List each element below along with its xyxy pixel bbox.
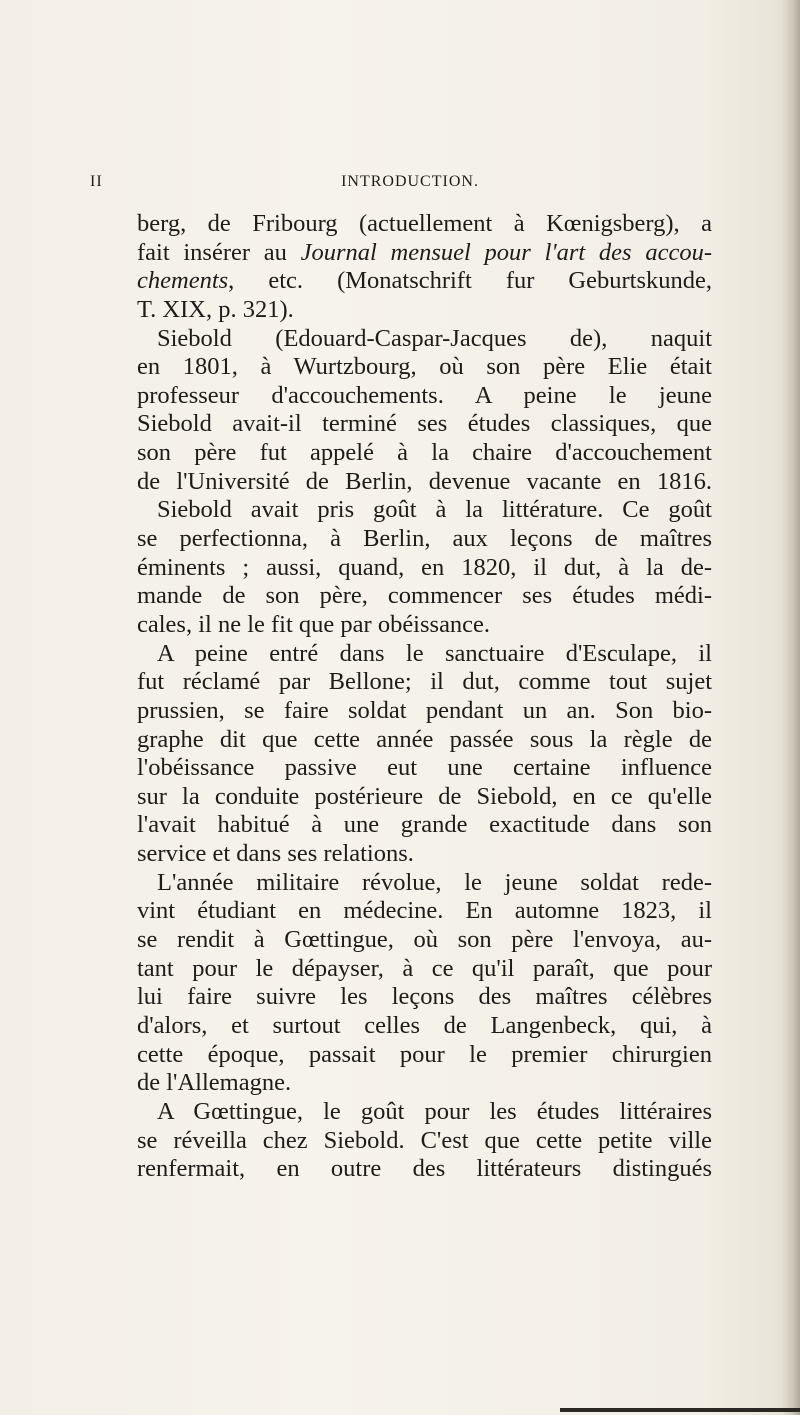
text-line [137,897,712,926]
text-line [137,210,712,239]
text-line [137,697,712,726]
text-line [137,926,712,955]
text-segment: A peine entré dans le sanctuaire d'Esculape, il [157,639,712,667]
text-line [137,267,712,296]
text-segment: graphe dit que cette année passée sous la règle de [137,725,712,753]
text-segment: service et dans ses relations. [137,840,414,868]
text-line [137,239,712,268]
text-line [137,668,712,697]
text-segment: cette époque, passait pour le premier chirurgien [137,1040,712,1068]
text-segment: Siebold avait pris goût à la littérature. Ce goût [157,496,712,524]
text-segment: berg, de Fribourg (actuellement à Kœnigsberg), a [137,210,712,237]
text-line [137,496,712,525]
body-text [137,210,712,1184]
text-line [137,1012,712,1041]
text-line [137,983,712,1012]
text-line [137,439,712,468]
text-segment: se rendit à Gœttingue, où son père l'envoya, au- [137,926,712,954]
text-segment: prussien, se faire soldat pendant un an. Son bio- [137,696,712,724]
text-line [137,554,712,583]
text-segment: l'obéissance passive eut une certaine influence [137,754,712,782]
text-line [137,955,712,984]
page-edge-shadow [782,0,800,1415]
text-segment: sur la conduite postérieure de Siebold, en ce qu'elle [137,782,712,810]
text-segment: vint étudiant en médecine. En automne 1823, il [137,897,712,925]
italic-title: chements [137,267,229,295]
text-segment: fait insérer au [137,238,301,266]
text-line [137,1098,712,1127]
text-line [137,1127,712,1156]
text-segment: A Gœttingue, le goût pour les études littéraires [157,1097,712,1125]
text-line [137,468,712,497]
text-line [137,582,712,611]
text-segment: d'alors, et surtout celles de Langenbeck, qui, à [137,1011,712,1039]
text-line [137,869,712,898]
running-title: INTRODUCTION. [341,173,479,190]
text-line [137,754,712,783]
text-line [137,1069,712,1098]
text-line [137,840,712,869]
text-segment: Siebold avait-il terminé ses études classiques, que [137,410,712,438]
text-segment: professeur d'accouchements. A peine le jeune [137,381,712,409]
text-segment: de l'Université de Berlin, devenue vacante en 1816. [137,467,712,495]
text-segment: tant pour le dépayser, à ce qu'il paraît, que pour [137,954,712,982]
text-line [137,640,712,669]
text-line [137,296,712,325]
text-line [137,1155,712,1184]
text-segment: se perfectionna, à Berlin, aux leçons de maîtres [137,525,712,553]
text-segment: se réveilla chez Siebold. C'est que cette petite ville [137,1126,712,1154]
text-line [137,382,712,411]
bottom-rule [560,1408,800,1412]
text-line [137,1041,712,1070]
text-line [137,611,712,640]
text-line [137,811,712,840]
text-line [137,726,712,755]
running-head [90,173,730,195]
text-line [137,353,712,382]
page-number: II [90,173,103,190]
text-segment: lui faire suivre les leçons des maîtres célèbres [137,983,712,1011]
italic-title: Journal mensuel pour l'art des accou- [300,238,712,266]
text-segment: mande de son père, commencer ses études médi- [137,582,712,610]
text-segment: éminents ; aussi, quand, en 1820, il dut, à la de- [137,553,712,581]
text-segment: son père fut appelé à la chaire d'accouchement [137,439,712,467]
text-line [137,525,712,554]
text-segment: cales, il ne le fit que par obéissance. [137,610,491,638]
text-segment: T. XIX, p. 321). [137,295,294,323]
text-line [137,325,712,354]
text-segment: L'année militaire révolue, le jeune soldat rede- [157,868,712,896]
text-segment: de l'Allemagne. [137,1069,292,1097]
text-line [137,783,712,812]
text-segment: en 1801, à Wurtzbourg, où son père Elie était [137,353,712,381]
text-segment: renfermait, en outre des littérateurs distingués [137,1155,712,1183]
text-segment: Siebold (Edouard-Caspar-Jacques de), naquit [157,324,712,352]
text-segment: l'avait habitué à une grande exactitude dans son [137,811,712,839]
text-line [137,410,712,439]
text-segment: fut réclamé par Bellone; il dut, comme tout sujet [137,668,712,696]
text-segment: , etc. (Monatschrift fur Geburtskunde, [228,267,712,295]
